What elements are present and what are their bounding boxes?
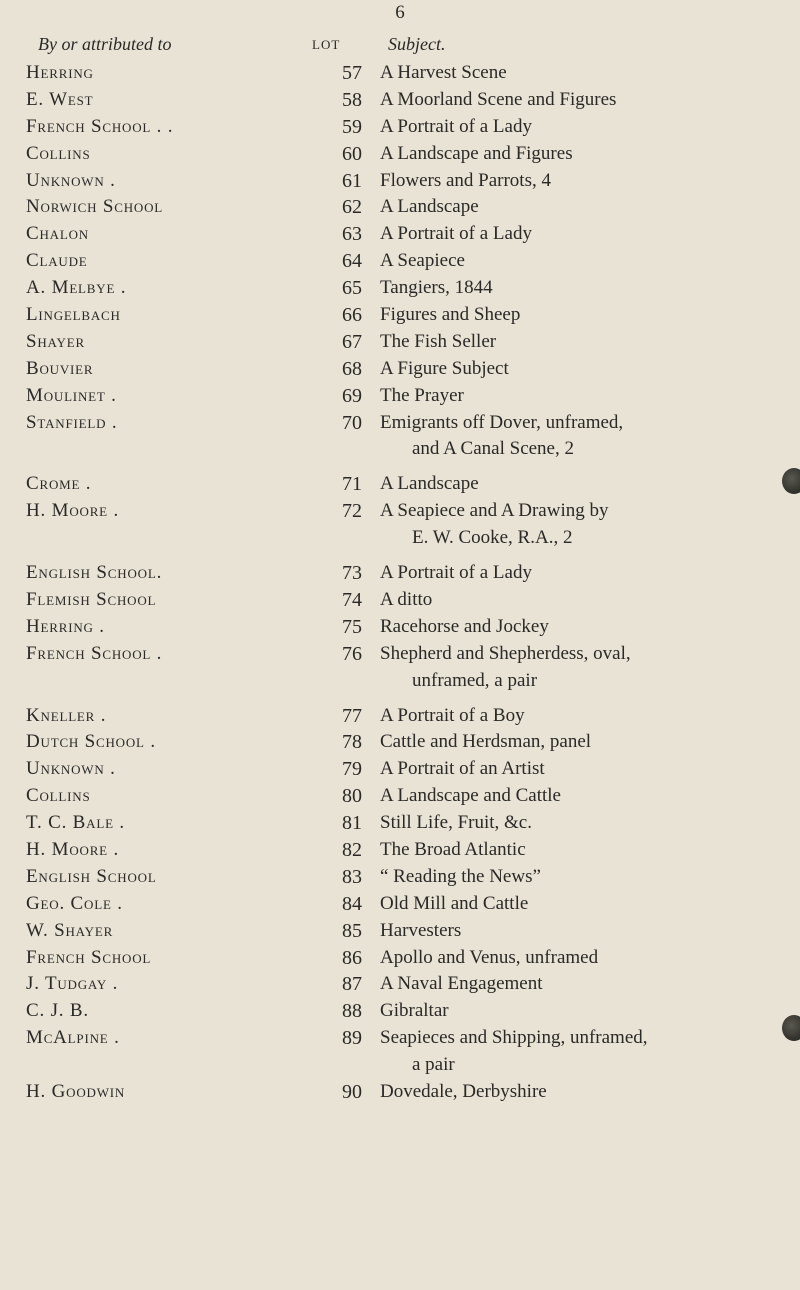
artist-name: Unknown .	[26, 758, 116, 780]
subject-text: Seapieces and Shipping, unframed,	[380, 1027, 648, 1049]
subject-text: A Portrait of an Artist	[380, 758, 545, 780]
subject-text: A Landscape and Figures	[380, 142, 573, 164]
artist-name: H. Goodwin	[26, 1081, 126, 1103]
subject-text: Racehorse and Jockey	[380, 615, 549, 637]
lot-subject	[380, 641, 785, 695]
artist-name: C. J. B.	[26, 1000, 89, 1022]
lot-subject	[380, 864, 785, 891]
lot-subject	[380, 498, 785, 552]
lot-subject	[380, 703, 785, 730]
artist-name: English School	[26, 865, 157, 887]
lot-subject	[380, 329, 785, 356]
lot-row	[0, 703, 800, 730]
lot-row	[0, 614, 800, 641]
subject-column-header: Subject.	[388, 34, 446, 54]
artist-name: A. Melbye .	[26, 277, 127, 299]
lot-number: 79	[342, 758, 362, 781]
lot-number: 73	[342, 562, 362, 585]
lot-subject	[380, 168, 785, 195]
subject-text: The Prayer	[380, 384, 464, 406]
artist-name: Crome .	[26, 473, 92, 495]
subject-text: Flowers and Parrots, 4	[380, 169, 551, 191]
lot-subject	[380, 945, 785, 972]
lot-row	[0, 587, 800, 614]
artist-name: McAlpine .	[26, 1027, 120, 1049]
subject-text: Apollo and Venus, unframed	[380, 946, 599, 968]
binding-hole-icon	[782, 468, 800, 494]
subject-text: A Figure Subject	[380, 357, 509, 379]
lot-number: 74	[342, 588, 362, 611]
subject-text: Still Life, Fruit, &c.	[380, 812, 532, 834]
subject-text: Tangiers, 1844	[380, 277, 493, 299]
lot-subject	[380, 1079, 785, 1106]
lot-subject	[380, 1025, 785, 1079]
lot-subject	[380, 194, 785, 221]
lot-row	[0, 560, 800, 587]
lot-row	[0, 971, 800, 998]
artist-name: Norwich School	[26, 196, 164, 218]
artist-name: Flemish School	[26, 588, 157, 610]
artist-name: Chalon	[26, 223, 89, 245]
lot-row	[0, 837, 800, 864]
lot-row	[0, 810, 800, 837]
lot-row	[0, 141, 800, 168]
subject-text: “ Reading the News”	[380, 865, 541, 887]
lot-number: 86	[342, 946, 362, 969]
artist-name: J. Tudgay .	[26, 973, 119, 995]
lot-number: 88	[342, 1000, 362, 1023]
artist-name: Kneller .	[26, 704, 107, 726]
lot-row	[0, 918, 800, 945]
lot-subject	[380, 918, 785, 945]
lot-row	[0, 194, 800, 221]
subject-text: A Portrait of a Lady	[380, 562, 532, 584]
artist-name: French School . .	[26, 115, 174, 137]
lot-row	[0, 471, 800, 498]
lot-row	[0, 641, 800, 695]
artist-name: Stanfield .	[26, 411, 118, 433]
lot-subject	[380, 410, 785, 464]
subject-text: A Seapiece and A Drawing by	[380, 500, 609, 522]
subject-continuation: a pair	[412, 1054, 455, 1076]
lot-subject	[380, 356, 785, 383]
subject-text: The Broad Atlantic	[380, 838, 526, 860]
artist-name: Unknown .	[26, 169, 116, 191]
lot-number: 87	[342, 973, 362, 996]
lot-number: 67	[342, 330, 362, 353]
lot-subject	[380, 998, 785, 1025]
lot-subject	[380, 302, 785, 329]
lot-row	[0, 1025, 800, 1079]
lot-number: 71	[342, 473, 362, 496]
lot-number: 83	[342, 865, 362, 888]
subject-text: A Harvest Scene	[380, 62, 507, 83]
subject-text: Dovedale, Derbyshire	[380, 1081, 547, 1103]
lot-subject	[380, 471, 785, 498]
lot-subject	[380, 587, 785, 614]
subject-text: Gibraltar	[380, 1000, 449, 1022]
lot-row	[0, 356, 800, 383]
lot-subject	[380, 729, 785, 756]
lot-row	[0, 998, 800, 1025]
lot-row	[0, 221, 800, 248]
lot-number: 60	[342, 142, 362, 165]
artist-name: Dutch School .	[26, 731, 156, 753]
lot-row	[0, 1079, 800, 1106]
lot-number: 59	[342, 115, 362, 138]
artist-name: Herring	[26, 62, 94, 83]
lot-number: 75	[342, 615, 362, 638]
lot-number: 70	[342, 411, 362, 434]
lot-row	[0, 729, 800, 756]
lot-number: 82	[342, 838, 362, 861]
lot-subject	[380, 891, 785, 918]
artist-name: English School.	[26, 562, 163, 584]
lot-subject	[380, 275, 785, 302]
lot-number: 81	[342, 812, 362, 835]
lot-row	[0, 945, 800, 972]
subject-continuation: and A Canal Scene, 2	[412, 438, 574, 460]
artist-name: Shayer	[26, 330, 85, 352]
lot-subject	[380, 87, 785, 114]
lot-row	[0, 302, 800, 329]
subject-text: A Portrait of a Lady	[380, 115, 532, 137]
lot-number: 77	[342, 704, 362, 727]
lot-number: 68	[342, 357, 362, 380]
lot-subject	[380, 114, 785, 141]
subject-text: A Naval Engagement	[380, 973, 543, 995]
subject-text: A Moorland Scene and Figures	[380, 88, 617, 110]
column-headers	[0, 34, 800, 58]
lot-row	[0, 248, 800, 275]
lot-row	[0, 114, 800, 141]
lot-subject	[380, 614, 785, 641]
subject-continuation: unframed, a pair	[412, 669, 538, 691]
artist-name: French School .	[26, 642, 163, 664]
lot-row	[0, 783, 800, 810]
subject-text: Shepherd and Shepherdess, oval,	[380, 642, 631, 664]
lot-number: 63	[342, 223, 362, 246]
artist-name: E. West	[26, 88, 94, 110]
lot-subject	[380, 383, 785, 410]
subject-text: A Portrait of a Lady	[380, 223, 532, 245]
subject-text: Figures and Sheep	[380, 304, 521, 326]
artist-name: Collins	[26, 142, 91, 164]
lot-number: 72	[342, 500, 362, 523]
lot-number: 65	[342, 277, 362, 300]
lot-number: 80	[342, 785, 362, 808]
lot-number: 64	[342, 250, 362, 273]
artist-name: Claude	[26, 250, 88, 272]
lot-row	[0, 329, 800, 356]
lot-subject	[380, 221, 785, 248]
subject-text: A Landscape and Cattle	[380, 785, 561, 807]
lot-subject	[380, 560, 785, 587]
artist-name: H. Moore .	[26, 500, 120, 522]
lot-subject	[380, 141, 785, 168]
lot-number: 84	[342, 892, 362, 915]
subject-continuation: E. W. Cooke, R.A., 2	[412, 527, 573, 549]
lot-row	[0, 864, 800, 891]
subject-text: Emigrants off Dover, unframed,	[380, 411, 624, 433]
subject-text: Harvesters	[380, 919, 462, 941]
lot-column-header: LOT	[312, 37, 341, 52]
lot-subject	[380, 971, 785, 998]
lot-row	[0, 891, 800, 918]
lot-number: 85	[342, 919, 362, 942]
lot-number: 61	[342, 169, 362, 192]
lot-number: 69	[342, 384, 362, 407]
lot-subject	[380, 248, 785, 275]
lot-row	[0, 275, 800, 302]
artist-name: French School	[26, 946, 152, 968]
lot-subject	[380, 810, 785, 837]
lot-subject	[380, 60, 785, 87]
lot-list	[0, 60, 800, 1106]
lot-number: 90	[342, 1081, 362, 1104]
artist-name: T. C. Bale .	[26, 812, 125, 834]
artist-column-header: By or attributed to	[38, 34, 172, 54]
lot-number: 66	[342, 304, 362, 327]
lot-number: 58	[342, 88, 362, 111]
lot-row	[0, 60, 800, 87]
artist-name: Moulinet .	[26, 384, 117, 406]
lot-row	[0, 168, 800, 195]
lot-row	[0, 410, 800, 464]
artist-name: Bouvier	[26, 357, 94, 379]
subject-text: The Fish Seller	[380, 330, 497, 352]
lot-row	[0, 383, 800, 410]
artist-name: Lingelbach	[26, 304, 121, 326]
subject-text: Cattle and Herdsman, panel	[380, 731, 592, 753]
artist-name: W. Shayer	[26, 919, 114, 941]
subject-text: A Landscape	[380, 473, 479, 495]
page-number: 6	[395, 2, 405, 23]
lot-subject	[380, 783, 785, 810]
lot-number: 78	[342, 731, 362, 754]
subject-text: A Seapiece	[380, 250, 465, 272]
subject-text: Old Mill and Cattle	[380, 892, 529, 914]
lot-number: 62	[342, 196, 362, 219]
lot-subject	[380, 837, 785, 864]
artist-name: Herring .	[26, 615, 105, 637]
lot-row	[0, 87, 800, 114]
subject-text: A ditto	[380, 588, 433, 610]
lot-number: 89	[342, 1027, 362, 1050]
artist-name: Collins	[26, 785, 91, 807]
lot-row	[0, 498, 800, 552]
artist-name: Geo. Cole .	[26, 892, 123, 914]
binding-hole-icon	[782, 1015, 800, 1041]
subject-text: A Landscape	[380, 196, 479, 218]
artist-name: H. Moore .	[26, 838, 120, 860]
lot-row	[0, 756, 800, 783]
lot-subject	[380, 756, 785, 783]
lot-number: 76	[342, 642, 362, 665]
lot-number: 57	[342, 62, 362, 84]
subject-text: A Portrait of a Boy	[380, 704, 525, 726]
